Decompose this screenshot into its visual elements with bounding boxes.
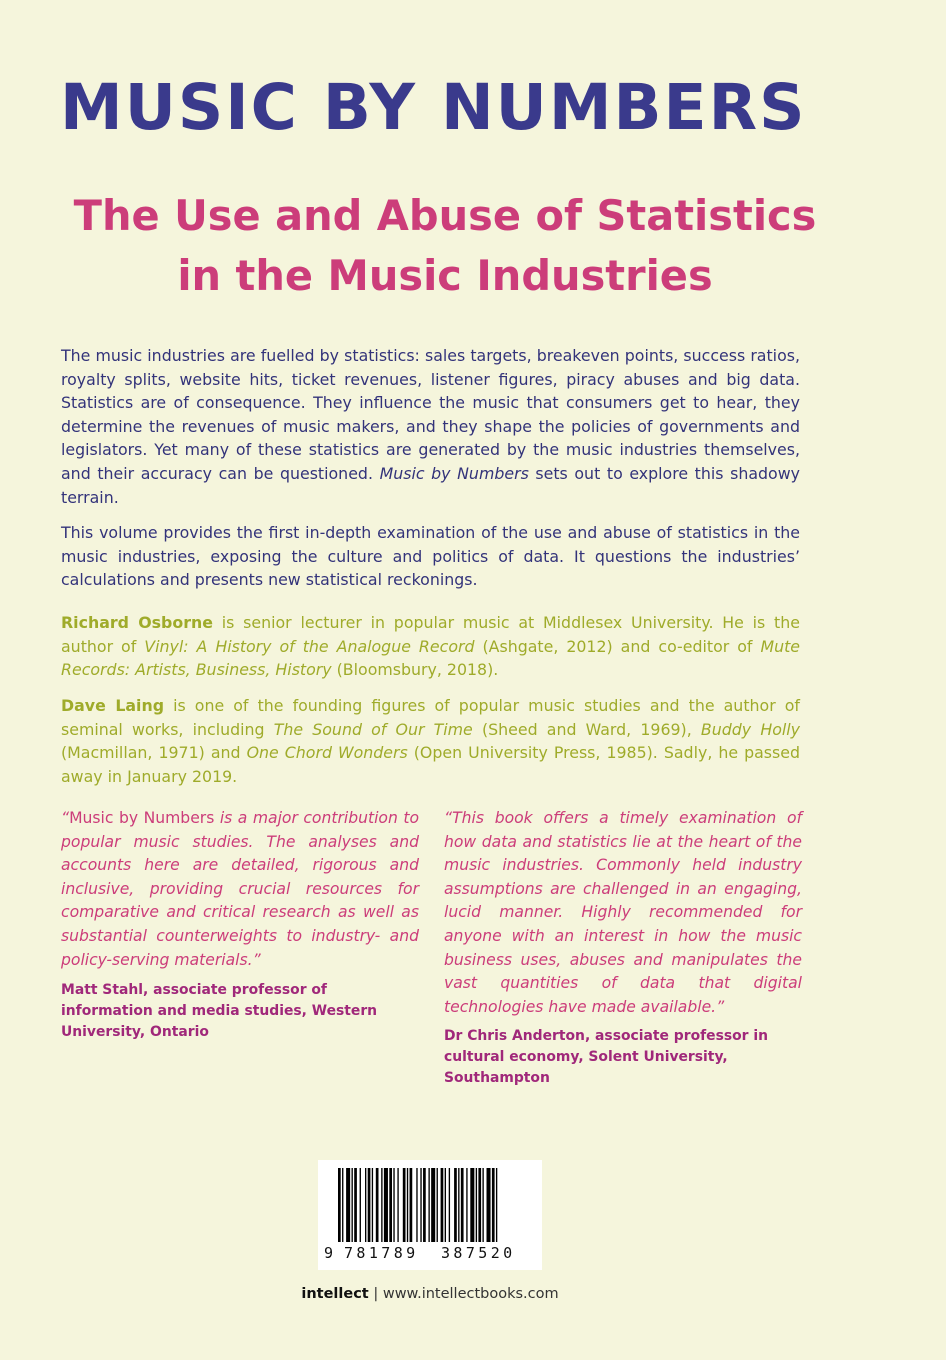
barcode-bar [445,1168,446,1242]
book-title: MUSIC BY NUMBERS [60,71,807,144]
publisher-url[interactable]: www.intellectbooks.com [382,1286,559,1302]
barcode-bar [410,1168,413,1242]
barcode-bar [372,1168,373,1242]
barcode-bar [423,1168,426,1242]
barcode-bar [461,1168,464,1242]
barcode-bar [389,1168,392,1242]
author-bio-osborne: Richard Osborne is senior lecturer in popular music at Middlesex University. He is the author of Vinyl: A History of the Analogue Record (Ashgate, 2012) and co-editor of Mute Records: Artists, Business, History (Bloomsbury, 2018). [61,613,800,680]
author-name: Richard Osborne [61,613,213,632]
barcode-bar [416,1168,417,1242]
barcode-bar [441,1168,444,1242]
author-name: Dave Laing [61,696,165,715]
barcode-bar [352,1168,353,1242]
barcode-bar [476,1168,477,1242]
isbn-barcode: 9 781789 387520 [318,1160,542,1270]
barcode-bar [492,1168,495,1242]
publisher-footer: intellect | www.intellectbooks.com [301,1286,559,1302]
subtitle-line-2: in the Music Industries [177,251,713,300]
barcode-bar [368,1168,371,1242]
barcode-bar [354,1168,357,1242]
barcode-bar [342,1168,343,1242]
barcode-bar [376,1168,379,1242]
publisher-name: intellect [301,1286,369,1302]
blurb-paragraph-2: This volume provides the first in-depth examination of the use and abuse of statistics in the music industries, exposing the culture and politics of data. It questions the industries’ calculations and presents new statistical reckonings. [61,523,800,590]
barcode-bar [449,1168,450,1242]
barcode-bar [407,1168,408,1242]
barcode-bar [346,1168,350,1242]
barcode-bar [360,1168,361,1242]
barcode-bar [384,1168,388,1242]
barcode-bar [470,1168,474,1242]
barcode-bar [393,1168,394,1242]
review-quote-right: “This book offers a timely examination of how data and statistics lie at the heart of the music industries. Commonly held industry assumptions are challenged in an engaging, lucid manner. Highly recommended for anyone with an interest in how the music business uses, abuses and manipulates the vast quantities of data that digital technologies have made available.” [444,809,802,1016]
barcode-bar [487,1168,491,1242]
review-attribution-right: Dr Chris Anderton, associate professor in cultural economy, Solent University, Southampton [444,1028,768,1086]
blurb-paragraph-1: The music industries are fuelled by statistics: sales targets, breakeven points, success ratios, royalty splits, website hits, ticket revenues, listener figures, piracy abuses and big data. Statistics are of consequence. They influence the music that consumers get to hear, they determine the revenues of music makers, and they shape the policies of governments and legislators. Yet many of these statistics are generated by the music industries themselves, and their accuracy can be questioned. Music by Numbers sets out to explore this shadowy terrain. [61,346,800,507]
barcode-bar [381,1168,382,1242]
barcode-bar [482,1168,483,1242]
review-quote-left: “Music by Numbers is a major contribution to popular music studies. The analyses and accounts here are detailed, rigorous and inclusive, providing crucial resources for comparative and critical research as well as substantial counterweights to industry- and policy-serving materials.” [61,809,419,969]
book-subtitle [60,186,830,306]
barcode-bar [466,1168,467,1242]
book-title-inline: Music by Numbers [379,463,529,483]
barcode-bar [428,1168,429,1242]
barcode-bar [338,1168,341,1242]
author-bio-laing: Dave Laing is one of the founding figures of popular music studies and the author of seminal works, including The Sound of Our Time (Sheed and Ward, 1969), Buddy Holly (Macmillan, 1971) and One Chord Wonders (Open University Press, 1985). Sadly, he passed away in January 2019. [61,696,801,786]
barcode-bar [397,1168,398,1242]
barcode-bar [431,1168,435,1242]
barcode-bar [454,1168,457,1242]
barcode-bar [496,1168,497,1242]
barcode-bar [437,1168,438,1242]
barcode-bar [478,1168,481,1242]
barcode-bar [365,1168,366,1242]
barcode-bar [420,1168,421,1242]
barcode-bar [458,1168,459,1242]
barcode-bar [403,1168,406,1242]
subtitle-line-1: The Use and Abuse of Statistics [73,191,817,240]
review-attribution-left: Matt Stahl, associate professor of information and media studies, Western University, Ontario [61,982,378,1040]
